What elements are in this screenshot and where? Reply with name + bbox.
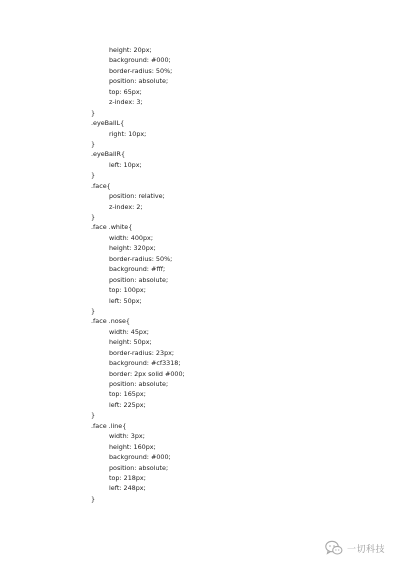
code-line: border-radius: 50%; [109, 66, 173, 75]
code-line: width: 400px; [109, 233, 153, 242]
code-line: } [91, 171, 96, 180]
code-line: } [91, 494, 96, 503]
code-line: border-radius: 50%; [109, 254, 173, 263]
code-line: background: #000; [109, 453, 171, 462]
code-line: background: #fff; [109, 265, 166, 274]
code-line: .eyeBallL{ [91, 119, 125, 128]
code-line: z-index: 2; [109, 202, 143, 211]
code-line: position: absolute; [109, 275, 169, 284]
code-line: } [91, 213, 96, 221]
code-line: .face .line{ [91, 421, 127, 430]
code-line: } [91, 108, 96, 117]
code-line: .face .white{ [91, 223, 133, 232]
code-line: height: 20px; [109, 46, 152, 54]
code-line: } [91, 139, 96, 148]
code-line: width: 45px; [109, 327, 149, 336]
code-line: left: 50px; [109, 296, 142, 305]
code-line: border: 2px solid #000; [109, 369, 185, 378]
code-line: .face{ [91, 181, 111, 190]
code-line: } [91, 306, 96, 315]
code-line: border-radius: 23px; [109, 348, 175, 357]
watermark [325, 540, 385, 556]
code-line: .eyeBallR{ [91, 150, 126, 159]
code-line: position: absolute; [109, 380, 169, 388]
code-line: position: absolute; [109, 463, 169, 472]
watermark-text: 一切科技 [347, 544, 386, 555]
code-line: .face .nose{ [91, 317, 130, 326]
code-line: top: 218px; [109, 473, 146, 482]
code-line: height: 160px; [109, 442, 156, 451]
code-line: left: 225px; [109, 400, 146, 409]
code-line: position: absolute; [109, 77, 169, 86]
code-line: z-index: 3; [109, 98, 143, 107]
code-line: left: 10px; [109, 160, 142, 169]
code-line: } [91, 411, 96, 420]
code-line: position: relative; [109, 192, 165, 201]
css-code-block [0, 45, 400, 504]
code-line: background: #cf3318; [109, 359, 181, 368]
code-line: left: 248px; [109, 484, 146, 493]
code-line: background: #000; [109, 56, 171, 65]
code-line: height: 50px; [109, 338, 152, 347]
code-line: height: 320px; [109, 244, 156, 253]
code-line: right: 10px; [109, 129, 147, 138]
code-line: width: 3px; [109, 432, 145, 441]
wechat-bubble-icon [325, 540, 343, 556]
code-line: top: 165px; [109, 390, 146, 399]
code-line: top: 100px; [109, 286, 146, 295]
code-line: top: 65px; [109, 87, 142, 96]
